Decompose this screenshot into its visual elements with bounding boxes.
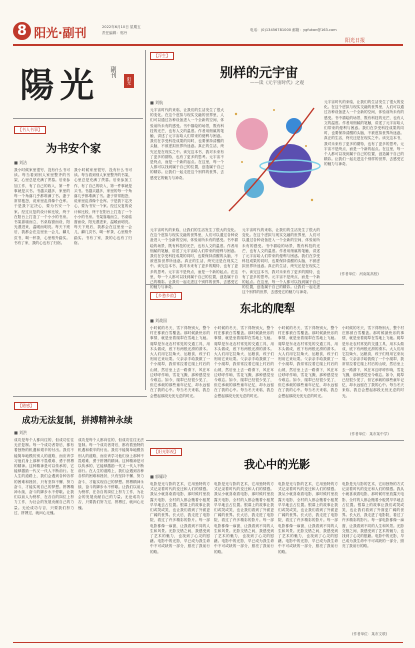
article-body-continued: 成功是每个人都向往的，但成功往往无法复制。每一个成功者背后，都有着独特的机遇和艰辛的付出。我们不能简单地模仿别人的道路，而应该学习他们身上那种不畏艰难、勇于拼搏的精神。这种精神是可以传承的，它能够激励一代又一代人不断前行。在人生的道路上，我们会遇到各种各样的困难和挫折，只有坚持不懈、努力奋斗，才能实现自己的梦想。拼搏精神永续，奋斗的脚步永不停歇。让我们以前人为榜样，在各自的岗位上努力工作，为社会的发展贡献自己的力量。无论成功与否，只要我们努力过、拼搏过，就问心无愧。 — [78, 438, 144, 510]
article-title: 成功无法复制，拼搏精神永续 — [22, 416, 133, 426]
article-body-continued: 小时候的冬天，雪下得特别大，整个村庄都被白雪覆盖。那时候最快乐的事情，就是坐着爬犁在雪地上飞驰。爬犁是东北农村常见的交通工具，用木头做成，底下有两根光滑的滑木。大人们用它拉柴火、运粮食，孩子们则用它来玩耍。父亲亲手给我做了一个小爬犁，我常常拉着它爬上村后的山坡，然后坐上去一路滑下，风在耳边呼呼作响，雪花飞溅，那种感觉至今难忘。如今，爬犁已经很少见了，但它承载的那些童年记忆，却永远留在了我的心中。每当冬天来临，我总会想起那段无忧无虑的时光。 — [278, 326, 338, 398]
article-title: 为书安个家 — [46, 142, 101, 155]
section-divider — [146, 440, 404, 441]
article-body-continued: 元宇宙时代的来临，让我们的生活发生了很大的变化。在这个虚拟与现实交融的世界里，人们可以通过各种设备进入一个全新的空间，体验前所未有的感受。书中描绘的场景，既有科技的光芒，也有人文的温度。作者用细腻的笔触，讲述了元宇宙给人们带来的便利与困惑。我们在享受科技成果的同时，也要保持清醒的头脑，不被虚拟世界所迷惑。真正的生活，终究还是在现实之中。读完这本书，我对未来有了更多的期待，也有了更多的思考。元宇宙不是终点，而是一个新的起点。在这里，每一个人都可以找到属于自己的位置，创造属于自己的精彩。让我们一起走进这个别样的世界，去感受它的魅力与神奇。 — [150, 228, 238, 290]
article-title: 别样的元宇宙 — [220, 66, 299, 81]
article-body-continued: 电影是光与影的艺术，它用独特的方式记录着时代的变迁和人们的情感。我从小就喜欢看电影，那时候村里放露天电影，全村的人都会搬着小板凳早早地去占位置。银幕上的故事让我们或哭或笑，也让我们看到了外面更广阔的世界。长大后，我走进了电影院，看过了许多精彩的影片。每一部电影都像一扇窗，让我看到不同的人生和风景。光影交错之间，我感受到了艺术的魅力，也找到了心灵的慰藉。电影中的光影，早已成为我生命中不可或缺的一部分，照亮了我前行的路。 — [278, 482, 338, 554]
article-byline: ■ 刘战国 — [150, 318, 168, 323]
article-body-continued: 元宇宙时代的来临，让我们的生活发生了很大的变化。在这个虚拟与现实交融的世界里，人们可以通过各种设备进入一个全新的空间，体验前所未有的感受。书中描绘的场景，既有科技的光芒，也有人文的温度。作者用细腻的笔触，讲述了元宇宙给人们带来的便利与困惑。我们在享受科技成果的同时，也要保持清醒的头脑，不被虚拟世界所迷惑。真正的生活，终究还是在现实之中。读完这本书，我对未来有了更多的期待，也有了更多的思考。元宇宙不是终点，而是一个新的起点。在这里，每一个人都可以找到属于自己的位置，创造属于自己的精彩。让我们一起走进这个别样的世界，去感受它的魅力与神奇。 — [324, 100, 404, 167]
article-body-continued: 电影是光与影的艺术，它用独特的方式记录着时代的变迁和人们的情感。我从小就喜欢看电影，那时候村里放露天电影，全村的人都会搬着小板凳早早地去占位置。银幕上的故事让我们或哭或笑，也让我们看到了外面更广阔的世界。长大后，我走进了电影院，看过了许多精彩的影片。每一部电影都像一扇窗，让我看到不同的人生和风景。光影交错之间，我感受到了艺术的魅力，也找到了心灵的慰藉。电影中的光影，早已成为我生命中不可或缺的一部分，照亮了我前行的路。 — [342, 482, 404, 549]
planet-shape — [286, 118, 302, 134]
article-footnote: (作者单位：河南某高校) — [340, 272, 379, 276]
brand-mark: 阳光日报 — [345, 38, 366, 44]
planet-shape — [236, 118, 268, 150]
masthead-rule — [13, 44, 403, 46]
article-title: 东北的爬犁 — [240, 302, 295, 315]
planet-shape — [268, 144, 312, 188]
article-body-continued: 小时候的冬天，雪下得特别大，整个村庄都被白雪覆盖。那时候最快乐的事情，就是坐着爬犁在雪地上飞驰。爬犁是东北农村常见的交通工具，用木头做成，底下有两根光滑的滑木。大人们用它拉柴火、运粮食，孩子们则用它来玩耍。父亲亲手给我做了一个小爬犁，我常常拉着它爬上村后的山坡，然后坐上去一路滑下，风在耳边呼呼作响，雪花飞溅，那种感觉至今难忘。如今，爬犁已经很少见了，但它承载的那些童年记忆，却永远留在了我的心中。每当冬天来临，我总会想起那段无忧无虑的时光。 — [214, 326, 274, 398]
article-subtitle: ——读《元宇宙时代》之观 — [250, 81, 304, 86]
column-divider — [145, 50, 146, 390]
article-byline: ■ 刘洁 — [14, 160, 28, 165]
article-tag: 【阳光影视】 — [150, 448, 182, 456]
article-footnote: (作者单位：某市某中学) — [350, 432, 389, 436]
article-body: 我小时候家里很穷，没有什么书可读。每当看到别人家里整齐的书架，心里总是充满了羡慕。后来参加工作，有了自己的收入，第一件事就是买书。书越买越多，家里的每一个角落几乎都堆满了书。妻子常常抱怨，说家里乱得像个仓库。于是我下定决心，要为书安一个家。经过反复的设计和比较，终于在阳台上打造了一个小小的书房。书架靠墙而立，书桌临窗而设，阳光洒进来，温暖而明亮。每天下班后，我都会在这里坐一会儿，翻几页书，喝一杯茶，心里格外踏实。书有了家，我的心也有了归宿。 — [14, 168, 70, 245]
article-tag: 【随感】 — [14, 402, 38, 410]
calligraphy-logo: 陽光 — [20, 66, 100, 106]
logo-seal: 阳光 — [124, 74, 134, 88]
page-number-badge: 8 — [13, 22, 31, 40]
article-tag: 【乡愁乡韵】 — [150, 292, 182, 300]
article-body-continued: 电影是光与影的艺术，它用独特的方式记录着时代的变迁和人们的情感。我从小就喜欢看电影，那时候村里放露天电影，全村的人都会搬着小板凳早早地去占位置。银幕上的故事让我们或哭或笑，也让我们看到了外面更广阔的世界。长大后，我走进了电影院，看过了许多精彩的影片。每一部电影都像一扇窗，让我看到不同的人生和风景。光影交错之间，我感受到了艺术的魅力，也找到了心灵的慰藉。电影中的光影，早已成为我生命中不可或缺的一部分，照亮了我前行的路。 — [214, 482, 274, 554]
contact-info: 电话：(0)13456781000 邮箱：ygfukan@163.com — [250, 28, 337, 32]
planet-shape — [244, 178, 264, 198]
editor-line: 责任编辑：郭丹 — [102, 31, 128, 35]
logo-small-text: 副刊 — [109, 66, 116, 78]
footer-rule — [13, 642, 403, 643]
article-footnote: (作者单位：某市文联) — [352, 632, 388, 636]
article-byline: ■ 刘航 — [150, 100, 164, 105]
logo-divider — [13, 118, 143, 119]
article-body-continued: 小时候的冬天，雪下得特别大，整个村庄都被白雪覆盖。那时候最快乐的事情，就是坐着爬犁在雪地上飞驰。爬犁是东北农村常见的交通工具，用木头做成，底下有两根光滑的滑木。大人们用它拉柴火、运粮食，孩子们则用它来玩耍。父亲亲手给我做了一个小爬犁，我常常拉着它爬上村后的山坡，然后坐上去一路滑下，风在耳边呼呼作响，雪花飞溅，那种感觉至今难忘。如今，爬犁已经很少见了，但它承载的那些童年记忆，却永远留在了我的心中。每当冬天来临，我总会想起那段无忧无虑的时光。 — [342, 326, 404, 398]
article-tag: 【浮生】 — [150, 52, 174, 60]
article-body: 元宇宙时代的来临，让我们的生活发生了很大的变化。在这个虚拟与现实交融的世界里，人们可以通过各种设备进入一个全新的空间，体验前所未有的感受。书中描绘的场景，既有科技的光芒，也有人文的温度。作者用细腻的笔触，讲述了元宇宙给人们带来的便利与困惑。我们在享受科技成果的同时，也要保持清醒的头脑，不被虚拟世界所迷惑。真正的生活，终究还是在现实之中。读完这本书，我对未来有了更多的期待，也有了更多的思考。元宇宙不是终点，而是一个新的起点。在这里，每一个人都可以找到属于自己的位置，创造属于自己的精彩。让我们一起走进这个别样的世界，去感受它的魅力与神奇。 — [150, 108, 224, 180]
article-body-continued: 元宇宙时代的来临，让我们的生活发生了很大的变化。在这个虚拟与现实交融的世界里，人们可以通过各种设备进入一个全新的空间，体验前所未有的感受。书中描绘的场景，既有科技的光芒，也有人文的温度。作者用细腻的笔触，讲述了元宇宙给人们带来的便利与困惑。我们在享受科技成果的同时，也要保持清醒的头脑，不被虚拟世界所迷惑。真正的生活，终究还是在现实之中。读完这本书，我对未来有了更多的期待，也有了更多的思考。元宇宙不是终点，而是一个新的起点。在这里，每一个人都可以找到属于自己的位置，创造属于自己的精彩。让我们一起走进这个别样的世界，去感受它的魅力与神奇。 — [242, 228, 320, 295]
section-divider — [13, 396, 147, 397]
issue-date: 2022年6月10日 星期五 — [102, 25, 141, 29]
article-title: 我心中的光影 — [244, 458, 310, 471]
article-body: 小时候的冬天，雪下得特别大，整个村庄都被白雪覆盖。那时候最快乐的事情，就是坐着爬犁在雪地上飞驰。爬犁是东北农村常见的交通工具，用木头做成，底下有两根光滑的滑木。大人们用它拉柴火、运粮食，孩子们则用它来玩耍。父亲亲手给我做了一个小爬犁，我常常拉着它爬上村后的山坡，然后坐上去一路滑下，风在耳边呼呼作响，雪花飞溅，那种感觉至今难忘。如今，爬犁已经很少见了，但它承载的那些童年记忆，却永远留在了我的心中。每当冬天来临，我总会想起那段无忧无虑的时光。 — [150, 326, 210, 398]
section-divider — [146, 284, 404, 285]
article-byline: ■ 郭耀玲 — [150, 474, 168, 479]
article-body: 电影是光与影的艺术，它用独特的方式记录着时代的变迁和人们的情感。我从小就喜欢看电影，那时候村里放露天电影，全村的人都会搬着小板凳早早地去占位置。银幕上的故事让我们或哭或笑，也让我们看到了外面更广阔的世界。长大后，我走进了电影院，看过了许多精彩的影片。每一部电影都像一扇窗，让我看到不同的人生和风景。光影交错之间，我感受到了艺术的魅力，也找到了心灵的慰藉。电影中的光影，早已成为我生命中不可或缺的一部分，照亮了我前行的路。 — [150, 482, 210, 554]
article-byline: ■ 刘洪 — [14, 430, 28, 435]
universe-illustration — [224, 96, 324, 224]
article-body-continued: 我小时候家里很穷，没有什么书可读。每当看到别人家里整齐的书架，心里总是充满了羡慕。后来参加工作，有了自己的收入，第一件事就是买书。书越买越多，家里的每一个角落几乎都堆满了书。妻子常常抱怨，说家里乱得像个仓库。于是我下定决心，要为书安一个家。经过反复的设计和比较，终于在阳台上打造了一个小小的书房。书架靠墙而立，书桌临窗而设，阳光洒进来，温暖而明亮。每天下班后，我都会在这里坐一会儿，翻几页书，喝一杯茶，心里格外踏实。书有了家，我的心也有了归宿。 — [74, 168, 132, 245]
article-tag: 【书人书事】 — [14, 126, 46, 134]
section-title: 阳光·副刊 — [34, 26, 87, 40]
article-body: 成功是每个人都向往的，但成功往往无法复制。每一个成功者背后，都有着独特的机遇和艰辛的付出。我们不能简单地模仿别人的道路，而应该学习他们身上那种不畏艰难、勇于拼搏的精神。这种精神是可以传承的，它能够激励一代又一代人不断前行。在人生的道路上，我们会遇到各种各样的困难和挫折，只有坚持不懈、努力奋斗，才能实现自己的梦想。拼搏精神永续，奋斗的脚步永不停歇。让我们以前人为榜样，在各自的岗位上努力工作，为社会的发展贡献自己的力量。无论成功与否，只要我们努力过、拼搏过，就问心无愧。 — [14, 438, 74, 515]
